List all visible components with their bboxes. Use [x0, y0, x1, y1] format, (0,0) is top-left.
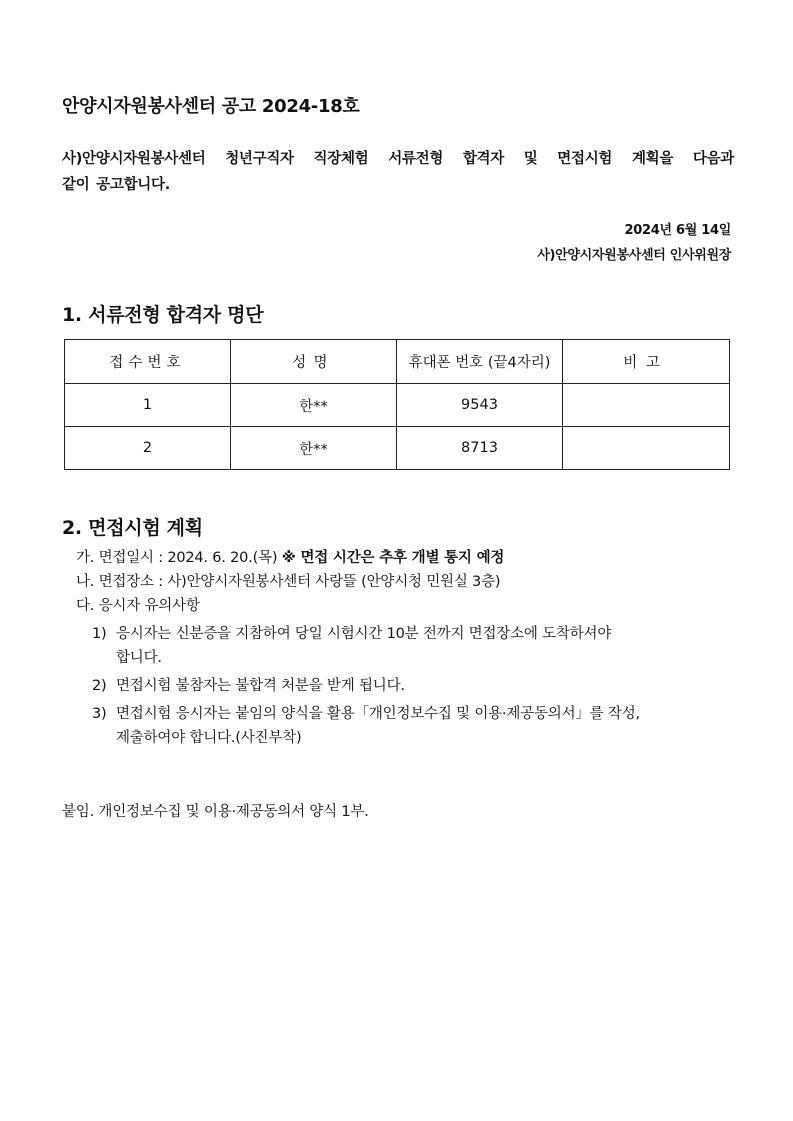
- section-heading-interview-plan: 2. 면접시험 계획: [62, 517, 203, 539]
- interview-date-text: 가. 면접일시 : 2024. 6. 20.(목): [76, 550, 282, 566]
- item-text-line: 응시자는 신분증을 지참하여 당일 시험시간 10분 전까지 면접장소에 도착하셔야: [116, 626, 612, 642]
- intro-line-1: 사)안양시자원봉사센터 청년구직자 직장체험 서류전형 합격자 및 면접시험 계획을 다음과: [62, 151, 734, 167]
- list-item: [92, 622, 734, 670]
- item-text-line: 면접시험 응시자는 붙임의 양식을 활용「개인정보수집 및 이용·제공동의서」를 작성,: [116, 706, 640, 722]
- cell-application-number: 1: [65, 384, 231, 427]
- applicant-notes-list: [92, 622, 734, 754]
- interview-time-notice: ※ 면접 시간은 추후 개별 통지 예정: [281, 550, 505, 566]
- item-text-line: 면접시험 불참자는 불합격 처분을 받게 됩니다.: [116, 678, 405, 694]
- passed-applicants-table: [64, 339, 730, 470]
- list-item: [92, 674, 734, 698]
- notice-issuer: 사)안양시자원봉사센터 인사위원장: [537, 248, 731, 263]
- item-number: 2): [92, 678, 107, 694]
- item-text-line: 제출하여야 합니다.(사진부착): [116, 730, 302, 746]
- item-number: 3): [92, 706, 107, 722]
- notice-intro: [62, 146, 734, 198]
- notice-title: 안양시자원봉사센터 공고 2024-18호: [62, 96, 360, 117]
- intro-line-2: 같이 공고합니다.: [62, 177, 170, 193]
- attachment-note: 붙임. 개인정보수집 및 이용·제공동의서 양식 1부.: [62, 804, 369, 820]
- item-number: 1): [92, 626, 107, 642]
- applicant-notes-heading: 다. 응시자 유의사항: [76, 598, 200, 614]
- section-heading-passed-list: 1. 서류전형 합격자 명단: [62, 304, 264, 326]
- notice-signoff: [537, 218, 731, 268]
- interview-plan-list: [76, 546, 504, 618]
- cell-phone-last4: 8713: [397, 427, 563, 470]
- table-row: [65, 384, 730, 427]
- table-row: [65, 427, 730, 470]
- cell-name: 한**: [231, 427, 397, 470]
- cell-phone-last4: 9543: [397, 384, 563, 427]
- item-text-line: 합니다.: [116, 650, 162, 666]
- notice-date: 2024년 6월 14일: [624, 223, 731, 238]
- header-remarks: 비고: [563, 340, 730, 384]
- cell-remarks: [563, 384, 730, 427]
- header-application-number: 접수번호: [65, 340, 231, 384]
- header-phone-last4: 휴대폰 번호 (끝4자리): [397, 340, 563, 384]
- cell-application-number: 2: [65, 427, 231, 470]
- cell-remarks: [563, 427, 730, 470]
- table-header-row: [65, 340, 730, 384]
- cell-name: 한**: [231, 384, 397, 427]
- header-name: 성명: [231, 340, 397, 384]
- list-item: [92, 702, 734, 750]
- interview-location-line: 나. 면접장소 : 사)안양시자원봉사센터 사랑뜰 (안양시청 민원실 3층): [76, 574, 501, 590]
- interview-date-line: [76, 546, 504, 570]
